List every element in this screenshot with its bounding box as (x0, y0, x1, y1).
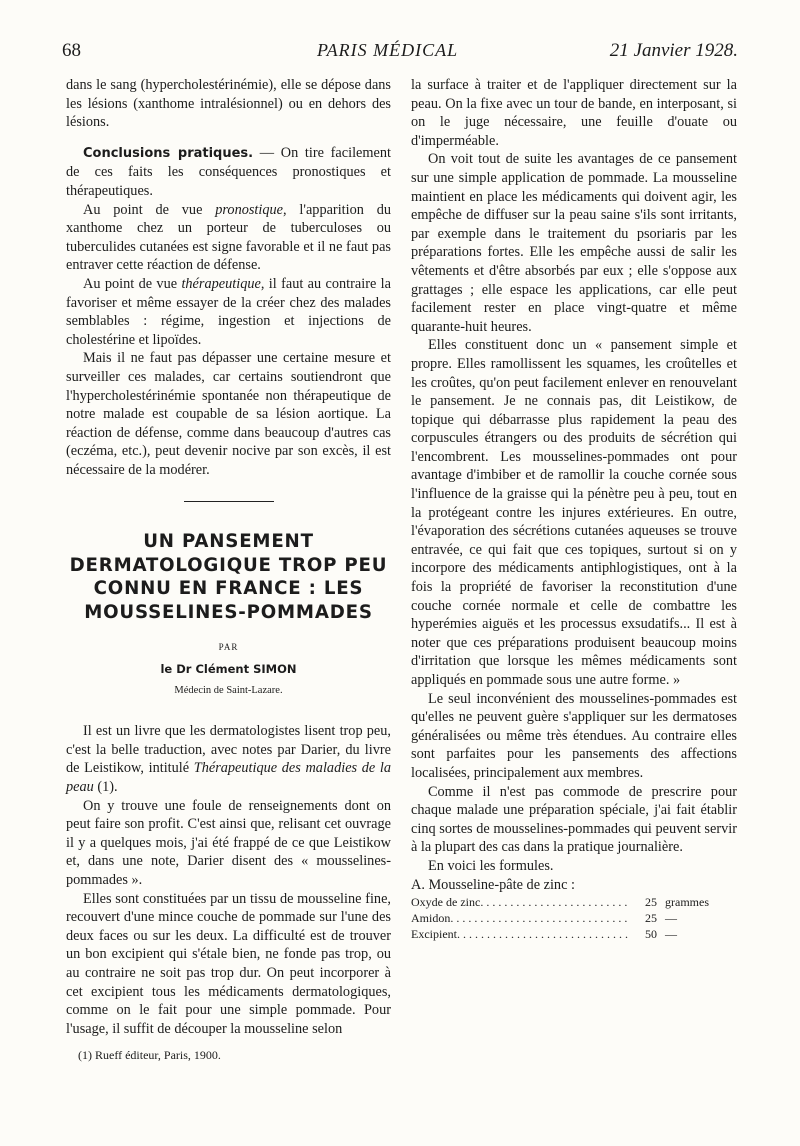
paragraph: En voici les formules. (428, 857, 554, 874)
author-name: le Dr Clément SIMON (160, 662, 297, 677)
conclusions-text: — On tire facilement de ces faits les conséquences pronostiques et thérapeutiques. (66, 144, 391, 199)
formula-title: A. Mousseline-pâte de zinc : (411, 876, 575, 893)
ingredient-qty: 25 (645, 911, 657, 926)
left-column (66, 76, 391, 1038)
ingredient-name: Amidon (411, 911, 451, 926)
paragraph: On voit tout de suite les avantages de ce pansement sur une simple application de pommade. La mousseline maintient en place les médicaments qui doivent agir, les empêche de diffuser sur la peau saine s'ils sont irritants, par exemple dans le traitement du psoriaris par les préparations fortes. Elle les empêche aussi de salir les vêtements et d'être absorbés par eux ; elle s'oppose aux grattages ; elle espace les applications, car elle peut facilement rester en place vingt-quatre et même quarante-huit heures. (411, 151, 737, 335)
byline-par: PAR (218, 642, 239, 653)
issue-date: 21 Janvier 1928. (609, 40, 738, 61)
text-span: Il est un livre que les dermatologistes lisent trop peu, c'est la belle traduction, avec notes par Darier, du livre de Leistikow, intitulé (66, 723, 391, 777)
conclusions-heading: Conclusions pratiques. (83, 145, 254, 161)
conclusions-paragraph (66, 144, 391, 201)
author-role: Médecin de Saint-Lazare. (174, 684, 283, 696)
emphasis: thérapeutique (181, 275, 261, 292)
leader-dots (480, 894, 631, 910)
formula-table (411, 894, 737, 942)
page-number: 68 (62, 40, 81, 61)
leader-dots (450, 910, 631, 926)
page-header (62, 40, 738, 70)
ingredient-unit: — (665, 927, 677, 942)
ingredient-qty: 50 (645, 927, 657, 942)
section-divider (184, 501, 274, 502)
paragraph-therapeutique (66, 275, 391, 349)
ingredient-name: Oxyde de zinc (411, 895, 481, 910)
book-title: Thérapeutique des maladies de la peau (66, 760, 391, 796)
leader-dots (457, 926, 631, 942)
paragraph: la surface à traiter et de l'appliquer directement sur la peau. On la fixe avec un tour de bande, en interposant, si on le juge nécessaire, une feuille d'ouate ou d'imperméable. (411, 77, 737, 149)
paragraph-quote: Elles constituent donc un « pansement simple et propre. Elles ramollissent les squames, les croûtelles et les croûtes, qu'on peut facilement enlever en renouvelant le pansement. Je ne connais pas, dit Leistikow, de topique qui débarrasse plus rapidement la peau des corpuscules étrangers ou des produits de sécrétion qui l'encombrent. Les mousselines-pommades ont pour avantage d'imbiber et de ramollir la couche cornée sous l'influence de la graisse qui la pénètre peu à peu, tout en la protégeant contre les injures extérieures. En outre, l'évaporation des sécrétions cutanées aqueuses se trouve entravée, ce qui fait que ces topiques, surtout si on y incorpore des médicaments antiphlogistiques, ont à la fois la propriété de favoriser la reconstitution d'une couche cornée normale et celle de combattre les hyperémies aiguës et les processus exsudatifs... Il est à noter que ces préparations produisent beaucoup moins d'irritation que lorsque les mêmes médicaments sont appliqués en pommade sous une autre forme. » (411, 337, 737, 688)
formula-row (411, 910, 737, 926)
paragraph: Mais il ne faut pas dépasser une certaine mesure et surveiller ces malades, car certains soutiendront que l'hypercholestérinémie spontanée non thérapeutique de notre malade est coupable de sa lésion aortique. La réaction de défense, comme dans beaucoup d'autres cas (eczéma, etc.), peut devenir nocive par son excès, il est nécessaire de la modérer. (66, 350, 391, 478)
ingredient-name: Excipient (411, 927, 457, 942)
article-title: UN PANSEMENT DERMATOLOGIQUE TROP PEU CONNU EN FRANCE : LES MOUSSELINES-POMMADES (69, 531, 388, 623)
text-span: , l'apparition du xanthome chez un porteur de tuberculoses ou tuberculides cutanées est signe favorable et il ne faut pas entraver cette réaction de défense. (66, 201, 392, 274)
paragraph-pronostic (66, 201, 391, 275)
paragraph: dans le sang (hypercholestérinémie), elle se dépose dans les lésions (xanthome intralésionnel) ou en dehors des lésions. (66, 77, 391, 131)
text-span: Au point de vue (83, 201, 216, 218)
paragraph: Le seul inconvénient des mousselines-pommades est qu'elles ne peuvent guère s'appliquer sur les dermatoses généralisées ou même très étendues. Au contraire elles sont parfaites pour les pansements des affections localisées, principalement aux membres. (411, 690, 737, 781)
ingredient-qty: 25 (645, 895, 657, 910)
text-span: , il faut au contraire la favoriser et même essayer de la créer chez des malades semblables : régime, ingestion et injections de cholestérine et lipoïdes. (66, 275, 392, 348)
formula-row (411, 926, 737, 942)
ingredient-unit: — (665, 911, 677, 926)
paragraph: On y trouve une foule de renseignements dont on peut faire son profit. C'est ainsi que, relisant cet ouvrage il y a quelques mois, j'ai été frappé de ce que Leistikow et, dans une note, Darier disent des « mousselines-pommades ». (66, 797, 391, 888)
paragraph-intro (66, 722, 391, 796)
paragraph: Comme il n'est pas commode de prescrire pour chaque malade une préparation spéciale, j'ai fait établir cinq sortes de mousselines-pommades qui peuvent servir à la plupart des cas dans la pratique journalière. (411, 783, 737, 856)
emphasis: pronostique (215, 201, 284, 218)
footnote-ref: (1). (93, 779, 118, 796)
ingredient-unit: grammes (665, 895, 709, 910)
paragraph: Elles sont constituées par un tissu de mousseline fine, recouvert d'une mince couche de pommade sur l'une des deux faces ou sur les deux. La difficulté est de trouver un bon excipient qui s'étale bien, ne fonde pas trop, ou au contraire ne soit pas trop dur. On peut incorporer à cet excipient tous les médicaments dermatologiques, comme on le fait pour une simple pommade. Pour l'usage, il suffit de découper la mousseline selon (66, 890, 391, 1037)
journal-title: PARIS MÉDICAL (317, 40, 459, 60)
formula-row (411, 894, 737, 910)
footnote: (1) Rueff éditeur, Paris, 1900. (78, 1048, 221, 1062)
right-column (411, 76, 737, 942)
text-span: Au point de vue (83, 275, 182, 292)
